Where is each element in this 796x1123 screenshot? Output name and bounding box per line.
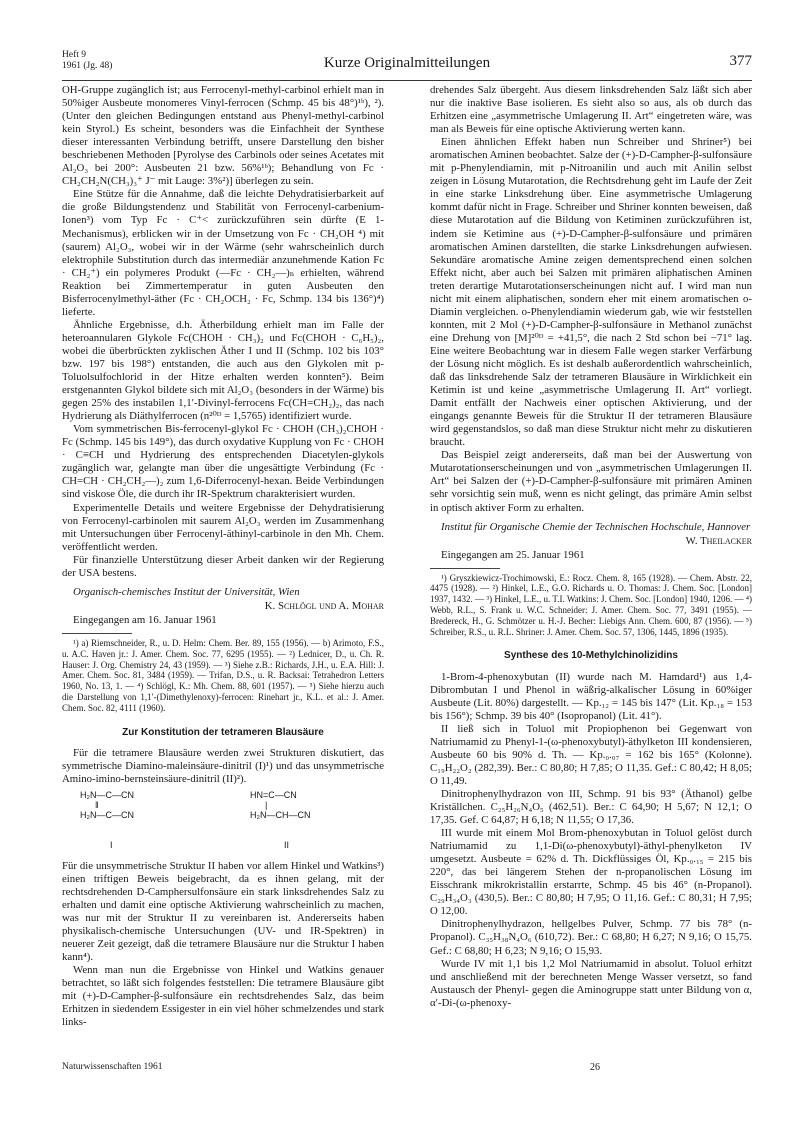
- paragraph: drehendes Salz übergeht. Aus diesem linksdrehenden Salz läßt sich aber nur die inaktive Base isolieren. Es sieht also so aus, als ob durch das Erhitzen eine „asymmetrische Umlagerung II. Art“ eingetreten wäre, was man als Beweis für eine optische Aktivierung werten kann.: [430, 84, 752, 136]
- paragraph: Eine Stütze für die Annahme, daß die leichte Dehydratisierbarkeit auf die große Bildungstendenz und Stabilität von Ferrocenyl-carbenium-Ionen³) vom Typ Fc · C⁺< zurückzuführen sein dürfte (E 1-Mechanismus), erblicken wir in der Umsetzung von Fc · CH₂OH ⁴) mit (saurem) Al₂O₃, wobei wir in der Wärme (sehr wahrscheinlich durch elektrophile Substitution durch das intermediär anzunehmende Kation Fc · CH₂⁺) ein polymeres Produkt (—Fc · CH₂—)ₙ erhielten, während Reaktion bei Zimmertemperatur in guten Ausbeuten den Bisferrocenylmethyl-äther (Fc · CH₂OCH₂ · Fc, Schmp. 134 bis 136°)⁴) lieferte.: [62, 188, 384, 318]
- paragraph: Vom symmetrischen Bis-ferrocenyl-glykol Fc · CHOH (CH₃)₂CHOH · Fc (Schmp. 145 bis 149°), das durch oxydative Kupplung von Fc · CHOH · C≡CH und Hydrierung des entsprechenden Diacetylen-glykols zugänglich war, gelangte man über die ungesättigte Verbindung (Fc · CH=CH · CH₂CH₂—)₂ zum 1,6-Diferrocenyl-hexan. Beide Verbindungen sind viskose Öle, die durch ihr IR-Spektrum charakterisiert wurden.: [62, 423, 384, 501]
- paragraph: 1-Brom-4-phenoxybutan (II) wurde nach M. Hamdard¹) aus 1,4-Dibrombutan I und Phenol in wäßrig-alkalischer Lösung in 60%iger Ausbeute (Lit. 80%) dargestellt. — Kp.₁₂ = 145 bis 147° (Lit. Kp.₁₈ = 153 bis 156°); Schmp. 39 bis 40° (Isopropanol) (Lit. 41°).: [430, 670, 752, 722]
- authors: K. Schlögl und A. Mohar: [264, 599, 384, 612]
- issue-year: 1961 (Jg. 48): [62, 61, 113, 71]
- paragraph: Wenn man nun die Ergebnisse von Hinkel und Watkins genauer betrachtet, so läßt sich folgendes feststellen: Die tetramere Blausäure gibt mit (+)-D-Campher-β-sulfonsäure ein rechtsdrehendes Salz, das beim Erhitzen in siedendem Essigester in ein viel höher schmelzendes und stark links-: [62, 964, 384, 1029]
- paragraph: III wurde mit einem Mol Brom-phenoxybutan in Toluol gelöst durch Natriumamid zu 1,1-Di(ω-phenoxybutyl)-äthyl-phenylketon IV umgesetzt. Ausbeute = 62% d. Th. Dickflüssiges Öl, Kp.₀.₁₅ = 215 bis 220°, das bei längerem Stehen der n-propanolischen Lösung im Eisschrank mikrokristallin erstarrte, Schmp. 45 bis 46° (n-Propanol). C₂₉H₃₄O₃ (430,5). Ber.: C 80,80; H 7,95; O 11,16. Gef.: C 80,31; H 7,95; O 12,00.: [430, 827, 752, 918]
- paragraph: Für die tetramere Blausäure werden zwei Strukturen diskutiert, das symmetrische Diamino-maleinsäure-dinitril (I)¹) und das unsymmetrische Amino-imino-bernsteinsäure-dinitril (II)²).: [62, 746, 384, 785]
- right-column: [430, 84, 752, 1010]
- paragraph: Für die unsymmetrische Struktur II haben vor allem Hinkel und Watkins³) einen triftigen Beweis beigebracht, da es ihnen gelang, mit der rechtsdrehenden D-Camphersulfonsäure ein stark linksdrehendes Salz zu erhalten und damit eine optische Aktivierung wahrscheinlich zu machen, was nur mit der Struktur II zu vereinbaren ist. Andererseits haben physikalisch-chemische Untersuchungen (UV- und IR-Spektren) in neuerer Zeit gezeigt, daß die tetramere Blausäure nur die Struktur I haben kann⁴).: [62, 859, 384, 964]
- paragraph: Für finanzielle Unterstützung dieser Arbeit danken wir der Regierung der USA bestens.: [62, 553, 384, 579]
- sheet-number: 26: [590, 1062, 600, 1073]
- formula-ii: HN=C—CN | H₂N—CH—CN: [250, 789, 311, 820]
- received-date: Eingegangen am 16. Januar 1961: [73, 613, 217, 626]
- paragraph: Experimentelle Details und weitere Ergebnisse der Dehydratisierung von Ferrocenyl-carbinolen mit saurem Al₂O₃ werden im Zusammenhang mit Untersuchungen über Ferrocenyl-äthinyl-carbinole in den Mh. Chem. veröffentlicht werden.: [62, 501, 384, 553]
- article-title: Synthese des 10-Methylchinolizidins: [504, 650, 678, 662]
- journal-footer: Naturwissenschaften 1961: [62, 1062, 163, 1072]
- paragraph: OH-Gruppe zugänglich ist; aus Ferrocenyl-methyl-carbinol erhielt man in 50%iger Ausbeute monomeres Vinyl-ferrocen (Schmp. 45 bis 48°)¹ᵇ), ²). (Unter den gleichen Bedingungen entstand aus Phenyl-methyl-carbinol kein Styrol.) Es scheint, besonders was die Einfachheit der Synthese dieser interessanten Verbindung betrifft, unsere Darstellung den bisher beschriebenen Methoden [Pyrolyse des Carbinols oder seines Acetates mit Al₂O₃ bei 200°: Ausbeuten 21 bzw. 56%¹ᵇ); Behandlung von Fc · CH₂CH₂N(CH₃)₃⁺ J⁻ mit Lauge: 3%²)] überlegen zu sein.: [62, 84, 384, 188]
- footnotes: ¹) Gryszkiewicz-Trochimowski, E.: Rocz. Chem. 8, 165 (1928). — Chem. Abstr. 22, 4475 (1928). — ²) Hinkel, L.E., G.O. Richards u. O. Thomas: J. Chem. Soc. [London] 1937, 1432. — ³) Hinkel, L.E., u. T.I. Watkins: J. Chem. Soc. [London] 1940, 1206. — ⁴) Webb, R.L., S. Frank u. W.C. Schneider: J. Amer. Chem. Soc. 77, 3491 (1955). — Bredereck, H., G. Schmötzer u. H.-J. Becher: Liebigs Ann. Chem. 600, 87 (1956). — ⁵) Schreiber, R.S., u. R.L. Shriner: J. Amer. Chem. Soc. 57, 1306, 1445, 1896 (1935).: [430, 572, 752, 637]
- footnote-separator: [430, 568, 500, 569]
- article-title: Zur Konstitution der tetrameren Blausäure: [122, 726, 324, 738]
- institute: Institut für Organische Chemie der Technischen Hochschule, Hannover: [441, 520, 751, 533]
- paragraph: Ähnliche Ergebnisse, d.h. Ätherbildung erhielt man im Falle der heteroannularen Glykole Fc(CHOH · CH₃)₂ und Fc(CHOH · C₆H₅)₂, wobei die überbrückten zyklischen Äther I und II (Schmp. 102 bis 103° bzw. 197 bis 198°) entstanden, die auch aus den Glykolen mit p-Toluolsulfochlorid in der Hitze erhalten werden konnten⁵). Beim erstgenannten Glykol bildete sich mit Al₂O₃ (besonders in der Wärme) bis gegen 25% des instabilen 1,1′-Divinyl-ferrocens Fc(CH=CH₂)₂, das nach Hydrierung als Diäthylferrocen (n²⁰ᴰ = 1,5765) identifiziert wurde.: [62, 318, 384, 423]
- paragraph: II ließ sich in Toluol mit Propiophenon bei Gegenwart von Natriumamid zu Phenyl-1-(ω-phenoxybutyl)-äthylketon III kondensieren, Ausbeute 60 bis 90% d. Th. — Kp.₀.₀₇ = 162 bis 165° (Kolonne). C₁₉H₂₂O₂ (282,39). Ber.: C 80,80; H 7,85; O 11,35. Gef.: C 80,42; H 8,05; O 11,49.: [430, 722, 752, 787]
- page-header: [62, 46, 752, 80]
- footnotes: ¹) a) Riemschneider, R., u. D. Helm: Chem. Ber. 89, 155 (1956). — b) Arimoto, F.S., u. A.C. Haven jr.: J. Amer. Chem. Soc. 77, 6295 (1955). — ²) Lednicer, D., u. Ch. R. Hauser: J. Org. Chemistry 24, 43 (1959). — ³) Siehe z.B.: Richards, J.H., u. E.A. Hill: J. Amer. Chem. Soc. 81, 3484 (1959). — Trifan, D.S., u. R. Backsai: Tetrahedron Letters 1960, No. 13, 1. — ⁴) Schlögl, K.: Mh. Chem. 88, 601 (1957). — ⁵) Siehe hierzu auch die Darstellung von 1,1′-(Dimethylenoxy)-ferrocen: Rinehart jr., K.L. et al.: J. Amer. Chem. Soc. 82, 4111 (1960).: [62, 637, 384, 713]
- institute: Organisch-chemisches Institut der Universität, Wien: [73, 585, 300, 598]
- left-column: [62, 84, 384, 1029]
- page-number: 377: [729, 53, 752, 69]
- header-rule: [62, 80, 752, 81]
- structural-formulas: [62, 790, 384, 854]
- paragraph: Dinitrophenylhydrazon, hellgelbes Pulver, Schmp. 77 bis 78° (n-Propanol). C₃₅H₃₈N₄O₆ (610,72). Ber.: C 68,80; H 6,27; N 9,16; O 15,75. Gef.: C 68,80; H 6,23; N 9,16; O 15,93.: [430, 918, 752, 957]
- formula-i: H₂N—C—CN ‖ H₂N—C—CN: [80, 789, 134, 820]
- issue-number: Heft 9: [62, 50, 87, 60]
- received-date: Eingegangen am 25. Januar 1961: [441, 548, 585, 561]
- paragraph: Dinitrophenylhydrazon von III, Schmp. 91 bis 93° (Äthanol) gelbe Kriställchen. C₂₅H₂₆N₄O₅ (462,51). Ber.: C 64,90; H 5,67; N 12,1; O 17,35. Gef. C 64,87; H 6,18; N 11,55; O 17,36.: [430, 787, 752, 827]
- formula-label-i: I: [110, 839, 113, 850]
- paragraph: Einen ähnlichen Effekt haben nun Schreiber und Shriner⁵) bei aromatischen Aminen beobachtet. Salze der (+)-D-Campher-β-sulfonsäure mit p-Phenylendiamin, mit p-Nitroanilin und auch mit Anilin selbst zeigen in Lösung Mutarotation, die Rechtsdrehung geht im Laufe der Zeit in eine starke Linksdrehung über. Eine asymmetrische Umlagerung kommt dafür nicht in Frage. Schreiber und Shriner konnten beweisen, daß diese Mutarotation auf die Bildung von Ketiminen zurückzuführen ist, indem sie Ketimine aus (+)-D-Campher-β-sulfonsäure und primären aromatischen Aminen darstellten, die starke Linksdrehungen aufwiesen. Sekundäre aromatische Amine zeigen dementsprechend einen solchen Effekt nicht, aber auch bei Salzen mit primären aliphatischen Aminen treten derartige Mutarotationserscheinungen nicht auf. I wird man nun nicht mit einem aliphatischen, sondern eher mit einem aromatischen o-Diamin vergleichen. o-Phenylendiamin wiederum gab, wie wir feststellen konnten, mit 2 Mol (+)-D-Campher-β-sulfonsäure in Methanol zunächst eine Drehung von [M]²⁰ᴰ = +41,5°, die nach 2 Std schon bei −71° lag. Eine weitere Beobachtung war in diesem Falle wegen starker Verfärbung der Lösung nicht möglich. Es ist deshalb außerordentlich wahrscheinlich, daß das linksdrehende Salz der tetrameren Blausäure in Wirklichkeit ein Ketimin ist und keine „asymmetrische Umlagerung II. Art“ vorliegt. Damit entfällt der Nachweis einer optischen Aktivierung, und der eingangs genannte Beweis für die Struktur II der tetrameren Blausäure wird gegenstandslos, so daß man diese Struktur nicht mehr zu diskutieren braucht.: [430, 136, 752, 449]
- formula-label-ii: II: [284, 839, 290, 850]
- authors: W. Theilacker: [685, 534, 752, 547]
- footnote-separator: [62, 633, 132, 634]
- paragraph: Das Beispiel zeigt andererseits, daß man bei der Auswertung von Mutarotationserscheinungen und von „asymmetrischen Umlagerungen II. Art“ bei Salzen der (+)-D-Campher-β-sulfonsäure mit primären Aminen sehr vorsichtig sein muß, wenn es nicht gelingt, das primäre Amin selbst in optisch aktiver Form zu erhalten.: [430, 449, 752, 514]
- section-heading: Kurze Originalmitteilungen: [323, 55, 491, 71]
- paragraph: Wurde IV mit 1,1 bis 1,2 Mol Natriumamid in absolut. Toluol erhitzt und anschließend mit der berechneten Menge Wasser versetzt, so fand Austausch der Phenyl- gegen die Aminogruppe statt unter Bildung von α, α′-Di-(ω-phenoxy-: [430, 957, 752, 1009]
